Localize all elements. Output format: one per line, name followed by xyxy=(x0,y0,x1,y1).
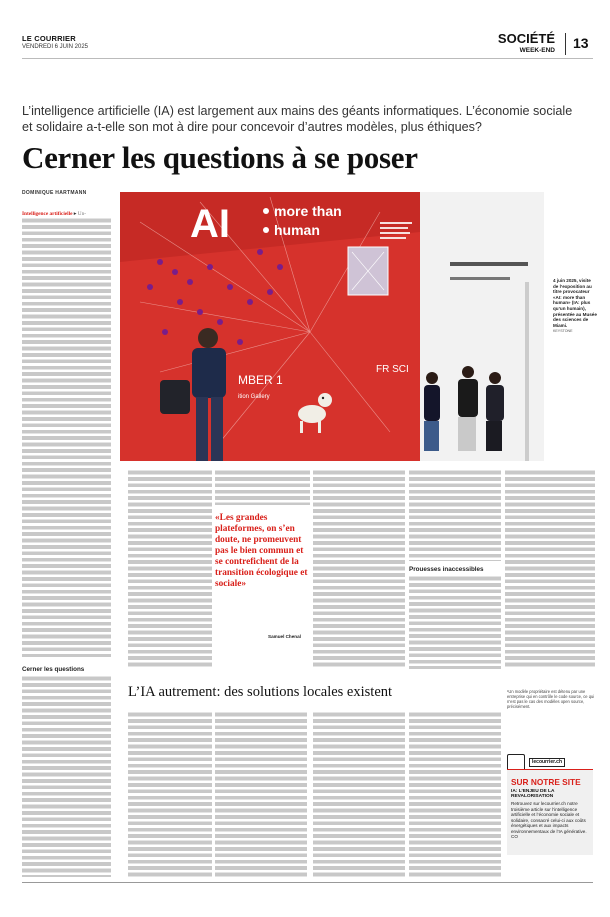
article-column-6 xyxy=(505,469,595,669)
article-kicker: Intelligence artificielle xyxy=(22,211,73,217)
site-url-badge[interactable]: lecourrier.ch xyxy=(529,758,565,767)
article-column-2 xyxy=(128,469,212,669)
banner-side: FR SCI xyxy=(376,364,409,375)
article-photo xyxy=(120,192,544,461)
photo-caption xyxy=(553,278,597,335)
banner-phrase-2: human xyxy=(274,222,320,238)
banner-ai-word: AI xyxy=(190,202,230,246)
sidebar-subtitle: IA: L’ENJEU DE LA REVALORISATION xyxy=(511,789,555,800)
sidebar-text: Retrouvez sur lecourrier.ch notre troisième article sur l’intelligence artificielle et l’économie sociale et solidaire, consacré celui-ci aux coûts énergétiques et aux impacts environnementaux de l’IA générative. CO xyxy=(511,801,587,839)
article-column-1-end xyxy=(22,675,111,877)
second-article-column-4 xyxy=(409,711,501,877)
article-title: Cerner les questions à se poser xyxy=(22,140,418,175)
header-separator xyxy=(565,33,566,55)
article-column-5-bottom xyxy=(409,575,501,669)
caption-text: 4 juin 2025, visite de l’exposition au titre provocateur «AI: more than human» (IA: plus qu’un humain), présentée au Musée des sciences de Miami. xyxy=(553,278,597,328)
article-column-1 xyxy=(22,211,111,661)
section-rubric-sub: WEEK-END xyxy=(519,47,555,54)
article-author: DOMINIQUE HARTMANN xyxy=(22,190,87,196)
header-rule xyxy=(22,58,593,59)
page-number: 13 xyxy=(573,35,589,51)
photo-credit: KEYSTONE xyxy=(553,329,573,334)
pull-quote: «Les grandes plateformes, on s’en doute, ne promeuvent pas le bien commun et se contrefichent de la transition écologique et sociale» xyxy=(215,513,308,589)
banner-phrase-1: more than xyxy=(274,203,342,219)
section-rubric: SOCIÉTÉ xyxy=(497,31,555,46)
column-1-start: Un- xyxy=(77,211,87,217)
second-article-column-3 xyxy=(313,711,405,877)
article-column-4 xyxy=(313,469,405,669)
footer-rule xyxy=(22,882,593,883)
subhead-prouesses: Prouesses inaccessibles xyxy=(409,566,484,573)
sidebar-title: SUR NOTRE SITE xyxy=(511,777,581,787)
article-column-5-top xyxy=(409,469,501,561)
article-lead: L’intelligence artificielle (IA) est largement aux mains des géants informatiques. L’économie sociale et solidaire a-t-elle son mot à dire pour concevoir d’autres modèles, plus éthiques? xyxy=(22,104,573,134)
article-column-3-top xyxy=(215,469,310,505)
publication-name: LE COURRIER xyxy=(22,34,76,43)
column-filler xyxy=(22,217,111,657)
publication-date: VENDREDI 6 JUIN 2025 xyxy=(22,44,89,50)
banner-date: MBER 1 xyxy=(238,373,283,387)
pull-quote-author: Samuel Chenal xyxy=(268,634,301,639)
section-title: L’IA autrement: des solutions locales existent xyxy=(128,684,393,700)
subhead-cerner: Cerner les questions xyxy=(22,666,85,673)
banner-gallery: ition Gallery xyxy=(238,394,270,400)
second-article-column-1 xyxy=(128,711,212,877)
second-article-column-2 xyxy=(215,711,307,877)
kicker-arrow-icon: ▸ xyxy=(73,211,77,217)
footnote: ¹Un modèle propriétaire est détenu par une entreprise qui en contrôle le code source, ce qui n’est pas le cas des modèles open source, précisément. xyxy=(507,689,595,709)
